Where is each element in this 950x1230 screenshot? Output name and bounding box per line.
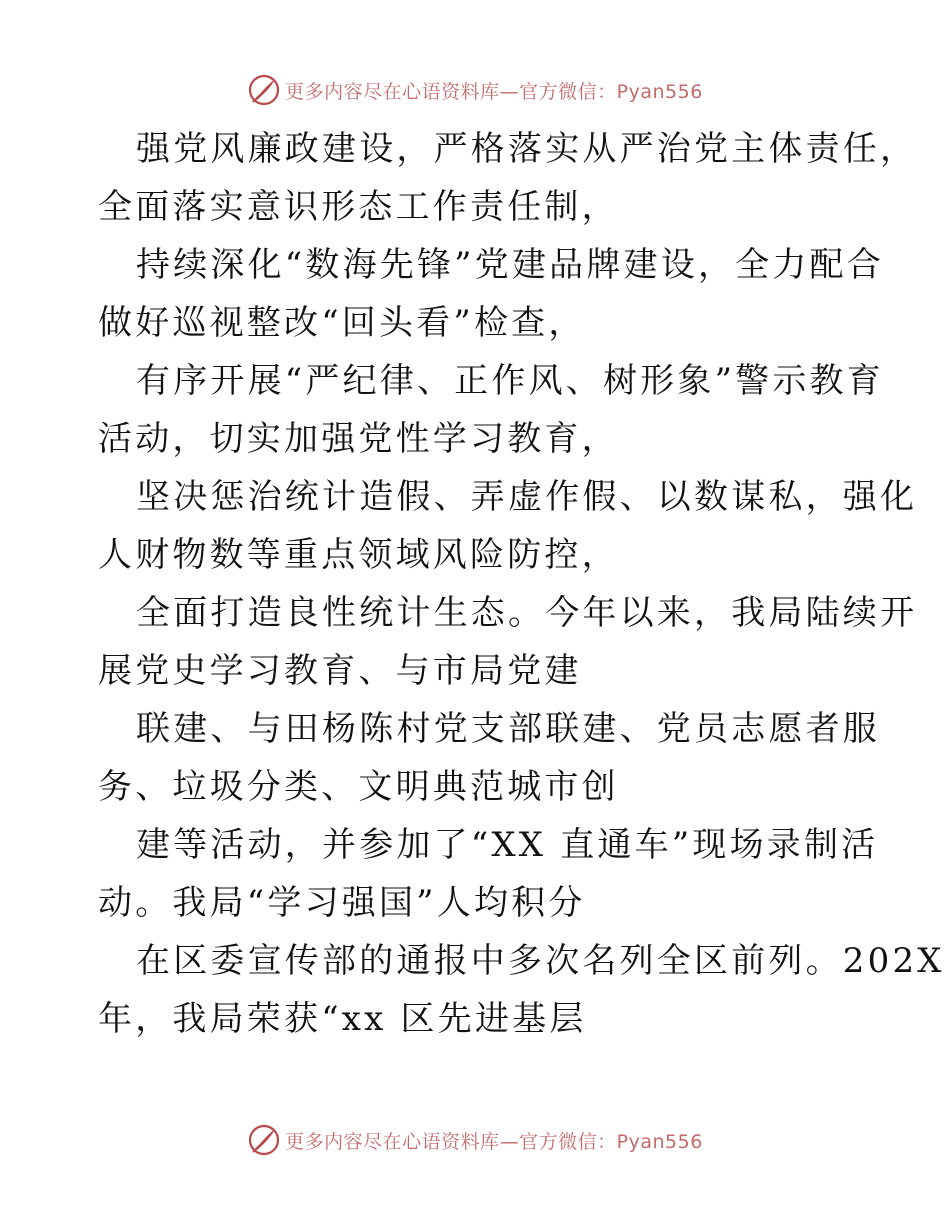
footer-watermark	[0, 1120, 950, 1160]
text-line: 务、垃圾分类、文明典范城市创	[98, 767, 619, 807]
header-watermark-text: 更多内容尽在心语资料库—官方微信：Pyan556	[285, 80, 703, 103]
text-line: 有序开展“严纪律、正作风、树形象”警示教育	[136, 361, 884, 401]
quill-logo-icon	[247, 73, 281, 107]
text-line: 联建、与田杨陈村党支部联建、党员志愿者服	[136, 709, 880, 749]
text-line: 展党史学习教育、与市局党建	[98, 651, 582, 691]
footer-watermark-text: 更多内容尽在心语资料库—官方微信：Pyan556	[285, 1130, 703, 1153]
text-line: 全面打造良性统计生态。今年以来，我局陆续开	[136, 593, 918, 633]
text-line: 坚决惩治统计造假、弄虚作假、以数谋私，强化	[136, 477, 918, 517]
text-line: 在区委宣传部的通报中多次名列全区前列。202X	[136, 941, 945, 981]
text-line: 年，我局荣获“xx 区先进基层	[98, 999, 587, 1039]
text-line: 持续深化“数海先锋”党建品牌建设，全力配合	[136, 245, 884, 285]
text-line: 动。我局“学习强国”人均积分	[98, 883, 586, 923]
text-line: 强党风廉政建设，严格落实从严治党主体责任，	[136, 129, 918, 169]
header-watermark	[0, 70, 950, 110]
text-line: 全面落实意识形态工作责任制，	[98, 187, 619, 227]
text-line: 做好巡视整改“回头看”检查，	[98, 303, 586, 343]
text-line: 人财物数等重点领域风险防控，	[98, 535, 619, 575]
text-line: 活动，切实加强党性学习教育，	[98, 419, 619, 459]
quill-logo-icon	[247, 1123, 281, 1157]
document-body	[98, 120, 945, 1048]
text-line: 建等活动，并参加了“XX 直通车”现场录制活	[136, 825, 879, 865]
